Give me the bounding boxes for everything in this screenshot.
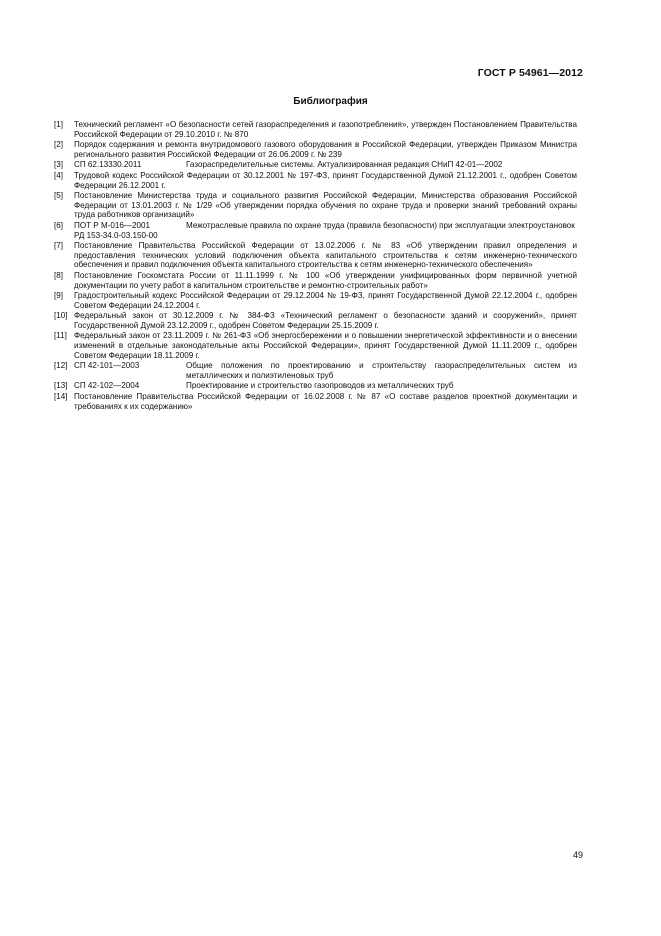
bibliography-entry [54,191,577,220]
standard-title: Межотраслевые правила по охране труда (правила безопасности) при эксплуатации электроустановок [186,220,575,230]
standard-title: Общие положения по проектированию и строительству газораспределительных систем из металлических и полиэтиленовых труб [186,361,577,380]
bibliography-entry [54,140,577,159]
entry-number: [11] [54,331,67,341]
entry-number: [3] [54,160,63,170]
page-number: 49 [572,850,583,860]
bibliography-entry [54,171,577,190]
entry-number: [12] [54,361,68,371]
bibliography-entry [54,160,577,170]
standard-code: СП 62.13330.2011 [74,160,142,170]
bibliography-entry [54,361,577,380]
entry-number: [4] [54,170,63,180]
bibliography-entry [54,221,577,240]
entry-text: Федеральный закон от 30.12.2009 г. № 384-ФЗ «Технический регламент о безопасности зданий и сооружений», принят Государственной Думой 23.12.2009 г., одобрен Советом Федерации 25.15.2009 г. [74,311,577,330]
bibliography-entry [54,331,577,360]
bibliography-list [54,120,577,412]
standard-title: Проектирование и строительство газопроводов из металлических труб [186,381,454,391]
entry-text: Постановление Министерства труда и социального развития Российской Федерации, Министерства образования Российской Федерации от 13.01.2003 г. № 1/29 «Об утверждении порядка обучения по охране труда и проверки знаний требований охраны труда работников организаций» [74,191,577,220]
entry-text: Трудовой кодекс Российской Федерации от 30.12.2001 № 197-ФЗ, принят Государственной Думой 21.12.2001 г., одобрен Советом Федерации 26.12.2001 г. [74,170,577,190]
standard-codes [74,361,186,380]
bibliography-entry [54,120,577,139]
entry-number: [5] [54,191,63,201]
bibliography-entry [54,381,577,391]
bibliography-entry [54,241,577,270]
standard-codes [74,221,186,240]
section-title: Библиография [293,96,368,107]
standard-reference [74,361,577,380]
entry-text: Федеральный закон от 23.11.2009 г. № 261-ФЗ «Об энергосбережении и о повышении энергетической эффективности и о внесении изменений в отдельные законодательные акты Российской Федерации», принят Государственной Думой 11.11.2009 г., одобрен Советом Федерации 18.11.2009 г. [74,331,577,360]
standard-reference [74,221,577,240]
entry-text: Постановление Госкомстата России от 11.11.1999 г. № 100 «Об утверждении унифицированных форм первичной учетной документации по учету работ в капитальном строительстве и ремонтно-строительных работ» [74,270,577,290]
entry-number: [7] [54,241,63,251]
document-code: ГОСТ Р 54961—2012 [477,67,583,79]
standard-code: СП 42-102—2004 [74,381,140,391]
standard-title: Газораспределительные системы. Актуализированная редакция СНиП 42-01—2002 [186,160,503,170]
bibliography-entry [54,291,577,310]
entry-number: [1] [54,120,63,129]
entry-number: [6] [54,220,63,230]
standard-codes [74,381,186,391]
entry-number: [10] [54,311,68,321]
entry-number: [13] [54,381,68,391]
standard-reference [74,381,577,391]
entry-text: Порядок содержания и ремонта внутридомового газового оборудования в Российской Федерации, утвержден Приказом Министра регионального развития Российской Федерации от 26.06.2009 г. № 239 [74,140,577,159]
entry-text: Градостроительный кодекс Российской Федерации от 29.12.2004 № 19-ФЗ, принят Государственной Думой 22.12.2004 г., одобрен Советом Федерации 24.12.2004 г. [74,291,577,310]
entry-number: [9] [54,291,63,301]
standard-codes [74,160,186,170]
bibliography-entry [54,311,577,330]
bibliography-entry [54,271,577,290]
entry-text: Технический регламент «О безопасности сетей газораспределения и газопотребления», утвержден Постановлением Правительства Российской Федерации от 29.10.2010 г. № 870 [74,120,577,139]
bibliography-entry [54,392,577,411]
entry-number: [14] [54,392,68,402]
entry-number: [8] [54,270,63,280]
entry-number: [2] [54,140,63,150]
entry-text: Постановление Правительства Российской Федерации от 16.02.2008 г. № 87 «О составе разделов проектной документации и требованиях к их содержанию» [74,392,577,411]
standard-reference [74,160,577,170]
standard-code: РД 153-34.0-03.150-00 [74,230,158,240]
standard-code: ПОТ Р М-016—2001 [74,220,150,230]
standard-code: СП 42-101—2003 [74,361,140,371]
entry-text: Постановление Правительства Российской Федерации от 13.02.2006 г. № 83 «Об утверждении правил определения и предоставления технических условий подключения объекта капитального строительства к сетям инженерно-технического обеспечения и правил подключения объекта капитального строительства к сетям инженерно-технического обеспечения» [74,241,577,270]
